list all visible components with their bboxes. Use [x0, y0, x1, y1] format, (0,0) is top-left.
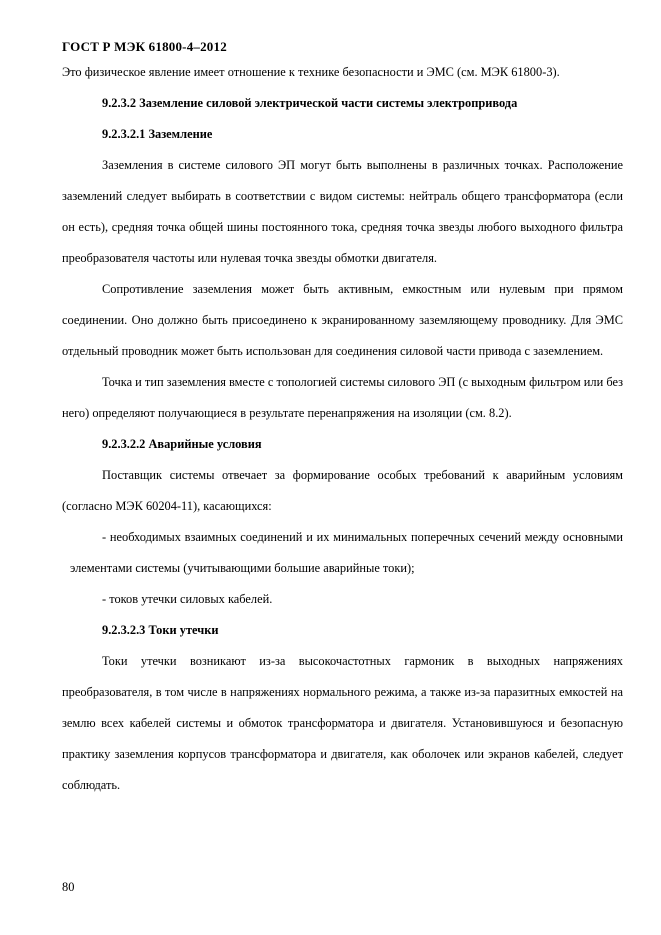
standard-header: ГОСТ Р МЭК 61800-4–2012 [62, 39, 227, 54]
paragraph-grounding-resistance: Сопротивление заземления может быть активным, емкостным или нулевым при прямом соединении. Оно должно быть присоединено к экранированному заземляющему проводнику. Для ЭМС отдельный проводник может быть использован для соединения силовой части привода с заземлением. [62, 282, 623, 358]
section-heading-9-2-3-2: 9.2.3.2 Заземление силовой электрической части системы электропривода [102, 96, 518, 110]
section-heading-9-2-3-2-2: 9.2.3.2.2 Аварийные условия [102, 437, 262, 451]
intro-paragraph: Это физическое явление имеет отношение к технике безопасности и ЭМС (см. МЭК 61800-3). [62, 65, 560, 79]
paragraph-grounding-topology: Точка и тип заземления вместе с топологией системы силового ЭП (с выходным фильтром или без него) определяют получающиеся в результате перенапряжения на изоляции (см. 8.2). [62, 375, 624, 420]
paragraph-leakage-currents: Токи утечки возникают из-за высокочастотных гармоник в выходных напряжениях преобразователя, в том числе в напряжениях нормального режима, а также из-за паразитных емкостей на землю всех кабелей системы и обмоток трансформатора и двигателя. Установившуюся и безопасную практику заземления корпусов трансформатора и двигателя, как оболочек или экранов кабелей, следует соблюдать. [62, 654, 623, 792]
document-body [62, 57, 623, 801]
paragraph-grounding-points: Заземления в системе силового ЭП могут быть выполнены в различных точках. Расположение заземлений следует выбирать в соответствии с видом системы: нейтраль общего трансформатора (если он есть), средняя точка общей шины постоянного тока, средняя точка звезды любого выходного фильтра преобразователя частоты или нулевая точка звезды обмотки двигателя. [62, 158, 623, 265]
paragraph-emergency-conditions: Поставщик системы отвечает за формирование особых требований к аварийным условиям (согласно МЭК 60204-11), касающихся: [62, 468, 623, 513]
section-heading-9-2-3-2-3: 9.2.3.2.3 Токи утечки [102, 623, 219, 637]
page-number: 80 [62, 880, 75, 894]
list-item-interconnections: - необходимых взаимных соединений и их минимальных поперечных сечений между основными элементами системы (учитывающими большие аварийные токи); [70, 530, 623, 575]
list-item-leakage-currents: - токов утечки силовых кабелей. [102, 592, 273, 606]
section-heading-9-2-3-2-1: 9.2.3.2.1 Заземление [102, 127, 213, 141]
